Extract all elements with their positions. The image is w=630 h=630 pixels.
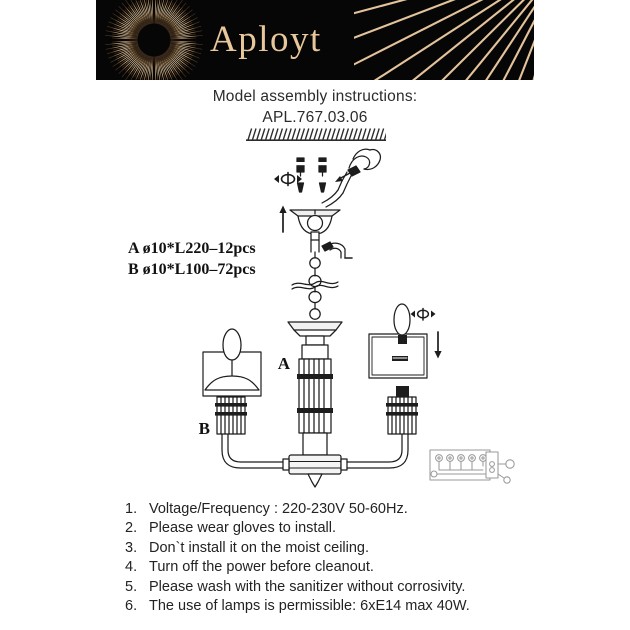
right-detail-box	[369, 304, 427, 378]
instruction-text: Please wash with the sanitizer without corrosivity.	[149, 578, 466, 595]
instruction-text: The use of lamps is permissible: 6xE14 max 40W.	[149, 598, 470, 615]
up-arrow-icon	[279, 206, 286, 233]
instruction-number: 3.	[125, 539, 138, 556]
title-line-2: APL.767.03.06	[262, 109, 368, 126]
sunburst-icon	[102, 0, 206, 80]
body-plate-icon	[288, 322, 342, 345]
central-column	[297, 345, 333, 455]
instruction-number: 1.	[125, 501, 138, 517]
wall-anchor-icon	[298, 183, 304, 192]
diagram-label-b: B	[198, 419, 210, 438]
screw-icon	[296, 158, 305, 176]
instruction-text: Turn off the power before cleanout.	[149, 559, 374, 576]
parts-item-a: A ø10*L220‒12pcs	[128, 240, 256, 257]
instruction-item	[125, 500, 555, 519]
wall-anchor-icon	[320, 183, 326, 192]
parts-list	[128, 238, 256, 280]
terminal-block-icon	[430, 450, 514, 483]
left-socket	[215, 389, 247, 434]
instruction-item	[125, 539, 555, 558]
instruction-number: 5.	[125, 578, 138, 595]
instruction-item	[125, 578, 555, 597]
brand-wordmark: Aployt	[210, 19, 322, 60]
left-arm	[222, 434, 283, 468]
hatched-ceiling-icon	[246, 126, 386, 144]
screw-icon	[318, 158, 327, 176]
parts-item-b: B ø10*L100‒72pcs	[128, 261, 256, 278]
canopy-icon	[290, 210, 340, 252]
rotate-icon	[274, 173, 302, 186]
suspension-chain	[292, 252, 338, 319]
instruction-item	[125, 597, 555, 616]
down-arrow-icon	[434, 332, 441, 359]
instruction-item	[125, 519, 555, 538]
instruction-text: Don`t install it on the moist ceiling.	[149, 539, 370, 556]
instruction-item	[125, 558, 555, 577]
instruction-text: Voltage/Frequency : 220-230V 50-60Hz.	[149, 501, 408, 517]
arm-crossbar	[283, 455, 347, 487]
radiating-rays-icon	[354, 0, 534, 80]
right-socket	[386, 386, 418, 434]
right-arm	[347, 434, 408, 468]
page-title	[0, 86, 630, 128]
title-line-1: Model assembly instructions:	[212, 88, 418, 105]
instruction-number: 4.	[125, 559, 138, 576]
instruction-number: 6.	[125, 598, 138, 615]
left-detail-box	[203, 329, 261, 396]
brand-banner	[96, 0, 534, 80]
hook-wire-icon	[322, 149, 380, 207]
hook-icon	[322, 242, 352, 258]
diagram-label-a: A	[277, 354, 290, 373]
instructions-list	[125, 500, 555, 616]
instruction-number: 2.	[125, 520, 138, 537]
instruction-text: Please wear gloves to install.	[149, 520, 336, 537]
rotate-icon	[411, 309, 436, 321]
